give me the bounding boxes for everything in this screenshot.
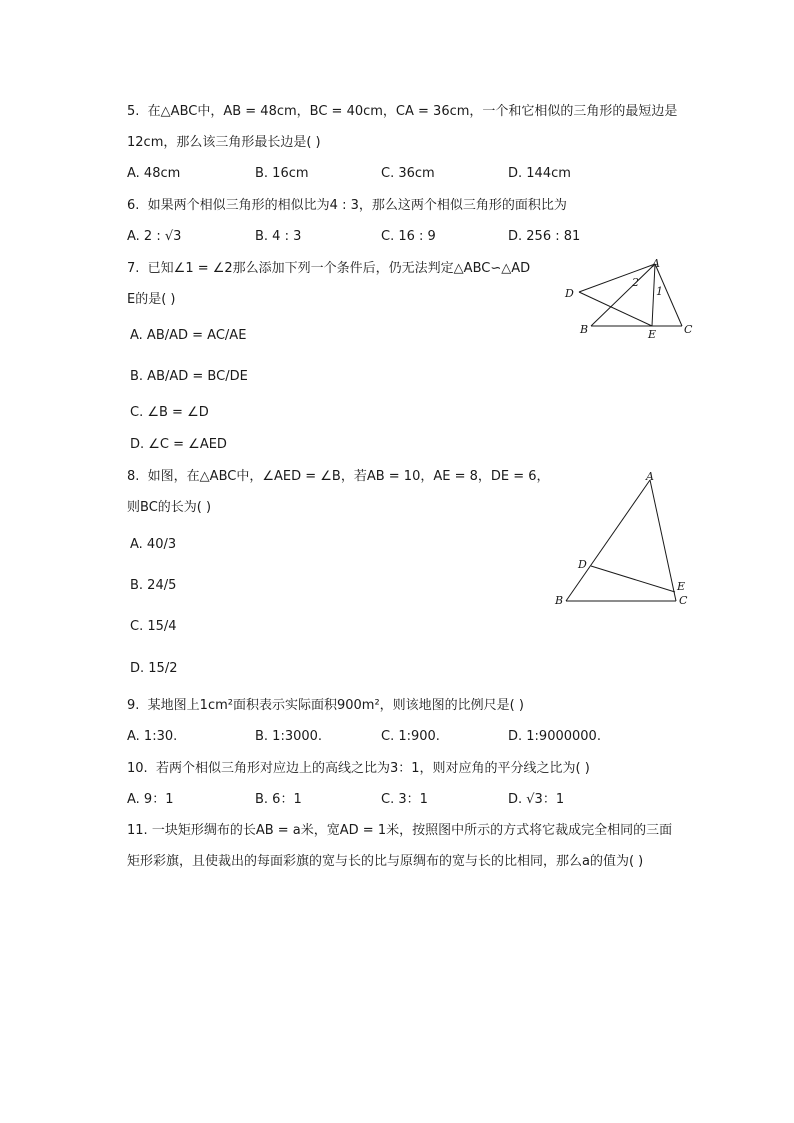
- q9-option-c[interactable]: C. 1:900.: [381, 729, 440, 744]
- q10-option-a[interactable]: A. 9：1: [127, 792, 174, 807]
- q8-option-c[interactable]: C. 15/4: [130, 619, 177, 634]
- q7-option-a[interactable]: A. AB/AD = AC/AE: [130, 328, 247, 343]
- q5-stem-line1: 5. 在△ABC中，AB = 48cm，BC = 40cm，CA = 36cm，一个和它相似的三角形的最短边是: [127, 104, 678, 119]
- label-d: D: [565, 287, 574, 300]
- q5-option-a[interactable]: A. 48cm: [127, 166, 181, 181]
- label-e: E: [648, 328, 657, 338]
- q10-option-d[interactable]: D. √3：1: [508, 792, 565, 807]
- label-d: D: [578, 558, 587, 571]
- q8-stem-line1: 8. 如图，在△ABC中，∠AED = ∠B，若AB = 10，AE = 8，DE = 6，: [127, 469, 550, 484]
- seg-ab: [566, 480, 650, 601]
- seg-ae: [652, 264, 655, 326]
- seg-de: [591, 566, 675, 592]
- label-b: B: [555, 594, 564, 607]
- q5-stem-line2: 12cm，那么该三角形最长边是( ): [127, 135, 321, 150]
- label-b: B: [580, 323, 589, 336]
- label-c: C: [679, 594, 688, 607]
- q8-option-b[interactable]: B. 24/5: [130, 578, 177, 593]
- q6-option-b[interactable]: B. 4 : 3: [255, 229, 302, 244]
- seg-de: [579, 292, 652, 326]
- q8-option-d[interactable]: D. 15/2: [130, 661, 178, 676]
- q10-option-b[interactable]: B. 6：1: [255, 792, 302, 807]
- q5-option-c[interactable]: C. 36cm: [381, 166, 435, 181]
- q9-option-b[interactable]: B. 1:3000.: [255, 729, 323, 744]
- label-c: C: [684, 323, 693, 336]
- q7-stem-line1: 7. 已知∠1 = ∠2那么添加下列一个条件后，仍无法判定△ABC∽△AD: [127, 261, 531, 276]
- q7-option-c[interactable]: C. ∠B = ∠D: [130, 405, 209, 420]
- q11-stem-line2: 矩形彩旗，且使裁出的每面彩旗的宽与长的比与原绸布的宽与长的比相同，那么a的值为( ): [127, 854, 644, 869]
- q7-option-b[interactable]: B. AB/AD = BC/DE: [130, 369, 248, 384]
- seg-ca: [650, 480, 676, 601]
- q10-stem: 10. 若两个相似三角形对应边上的高线之比为3：1，则对应角的平分线之比为( ): [127, 761, 590, 776]
- label-a: A: [646, 470, 654, 483]
- q6-option-c[interactable]: C. 16 : 9: [381, 229, 436, 244]
- figure-q8-triangle: [548, 470, 698, 610]
- q10-option-c[interactable]: C. 3：1: [381, 792, 428, 807]
- q9-option-d[interactable]: D. 1:9000000.: [508, 729, 601, 744]
- seg-ad: [579, 264, 655, 292]
- q8-option-a[interactable]: A. 40/3: [130, 537, 177, 552]
- q5-line1-text: 在△ABC中，AB = 48cm，BC = 40cm，CA = 36cm，一个和它相似的三角形的最短边是: [147, 104, 678, 119]
- q7-option-d[interactable]: D. ∠C = ∠AED: [130, 437, 227, 452]
- q6-option-a[interactable]: A. 2 : √3: [127, 229, 182, 244]
- label-a: A: [652, 258, 660, 270]
- q6-stem: 6. 如果两个相似三角形的相似比为4 : 3，那么这两个相似三角形的面积比为: [127, 198, 567, 213]
- q9-option-a[interactable]: A. 1:30.: [127, 729, 178, 744]
- q9-stem: 9. 某地图上1cm²面积表示实际面积900m²，则该地图的比例尺是( ): [127, 698, 524, 713]
- q7-stem-line2: E的是( ): [127, 292, 176, 307]
- q8-stem-line2: 则BC的长为( ): [127, 500, 212, 515]
- label-e: E: [677, 580, 686, 593]
- label-angle-1: 1: [656, 285, 663, 298]
- seg-ab: [591, 264, 655, 326]
- q11-stem-line1: 11. 一块矩形绸布的长AB = a米，宽AD = 1米，按照图中所示的方式将它裁成完全相同的三面: [127, 823, 673, 838]
- figure-q7-triangles: [560, 258, 710, 338]
- q5-option-b[interactable]: B. 16cm: [255, 166, 309, 181]
- q5-option-d[interactable]: D. 144cm: [508, 166, 571, 181]
- label-angle-2: 2: [632, 276, 639, 289]
- q6-option-d[interactable]: D. 256 : 81: [508, 229, 581, 244]
